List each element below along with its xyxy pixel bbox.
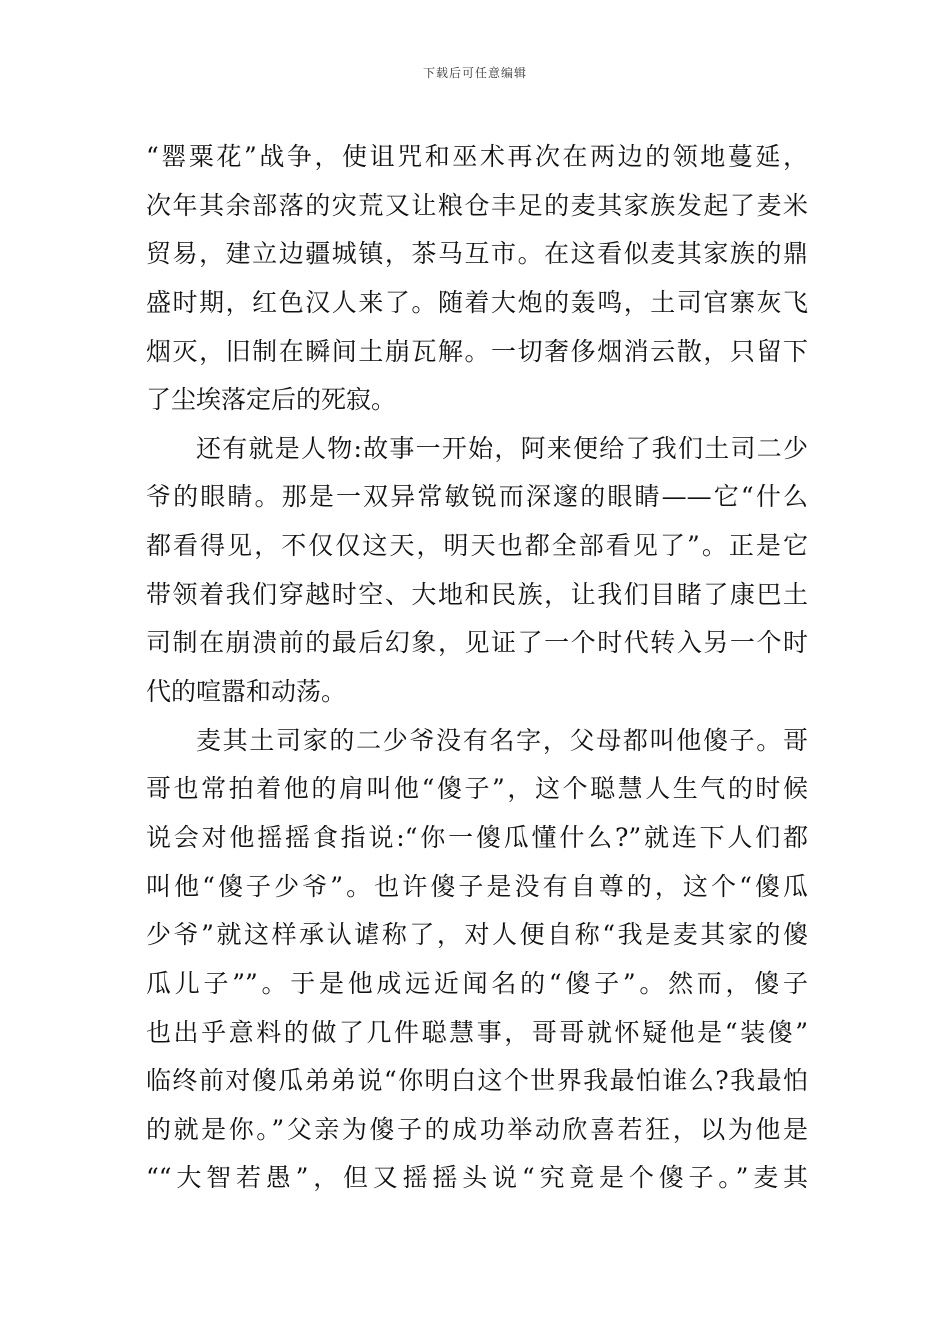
text-line-2: 次年其余部落的灾荒又让粮仓丰足的麦其家族发起了麦米	[146, 190, 808, 220]
text-line-13: 麦其土司家的二少爷没有名字，父母都叫他傻子。哥	[196, 725, 808, 755]
text-line-11: 司制在崩溃前的最后幻象，见证了一个时代转入另一个时	[146, 628, 808, 658]
text-line-19: 也出乎意料的做了几件聪慧事，哥哥就怀疑他是“装傻”	[146, 1017, 808, 1047]
text-line-15: 说会对他摇摇食指说:“你一傻瓜懂什么?”就连下人们都	[146, 822, 808, 852]
text-line-3: 贸易，建立边疆城镇，茶马互市。在这看似麦其家族的鼎	[146, 239, 808, 269]
text-line-18: 瓜儿子””。于是他成远近闻名的“傻子”。然而，傻子	[146, 968, 808, 998]
text-line-20: 临终前对傻瓜弟弟说“你明白这个世界我最怕谁么?我最怕	[146, 1066, 808, 1096]
text-line-8: 爷的眼睛。那是一双异常敏锐而深邃的眼睛——它“什么	[146, 482, 808, 512]
text-line-4: 盛时期，红色汉人来了。随着大炮的轰鸣，土司官寨灰飞	[146, 287, 808, 317]
text-line-5: 烟灭，旧制在瞬间土崩瓦解。一切奢侈烟消云散，只留下	[146, 336, 808, 366]
page-header: 下载后可任意编辑	[422, 66, 527, 80]
text-line-10: 带领着我们穿越时空、大地和民族，让我们目睹了康巴土	[146, 579, 808, 609]
text-line-1: “罂粟花”战争，使诅咒和巫术再次在两边的领地蔓延，	[146, 142, 808, 171]
text-line-16: 叫他“傻子少爷”。也许傻子是没有自尊的，这个“傻瓜	[146, 871, 808, 901]
text-line-22: ““大智若愚”，但又摇摇头说“究竟是个傻子。”麦其	[146, 1163, 808, 1193]
text-line-7: 还有就是人物:故事一开始，阿来便给了我们土司二少	[196, 433, 808, 463]
text-line-9: 都看得见，不仅仅这天，明天也都全部看见了”。正是它	[146, 531, 808, 561]
text-line-21: 的就是你。”父亲为傻子的成功举动欣喜若狂，以为他是	[146, 1114, 808, 1144]
text-line-6: 了尘埃落定后的死寂。	[146, 385, 397, 415]
text-line-14: 哥也常拍着他的肩叫他“傻子”，这个聪慧人生气的时候	[146, 774, 808, 804]
text-line-12: 代的喧嚣和动荡。	[146, 677, 347, 707]
document-body	[146, 133, 808, 1203]
text-line-17: 少爷”就这样承认谑称了，对人便自称“我是麦其家的傻	[146, 920, 808, 950]
